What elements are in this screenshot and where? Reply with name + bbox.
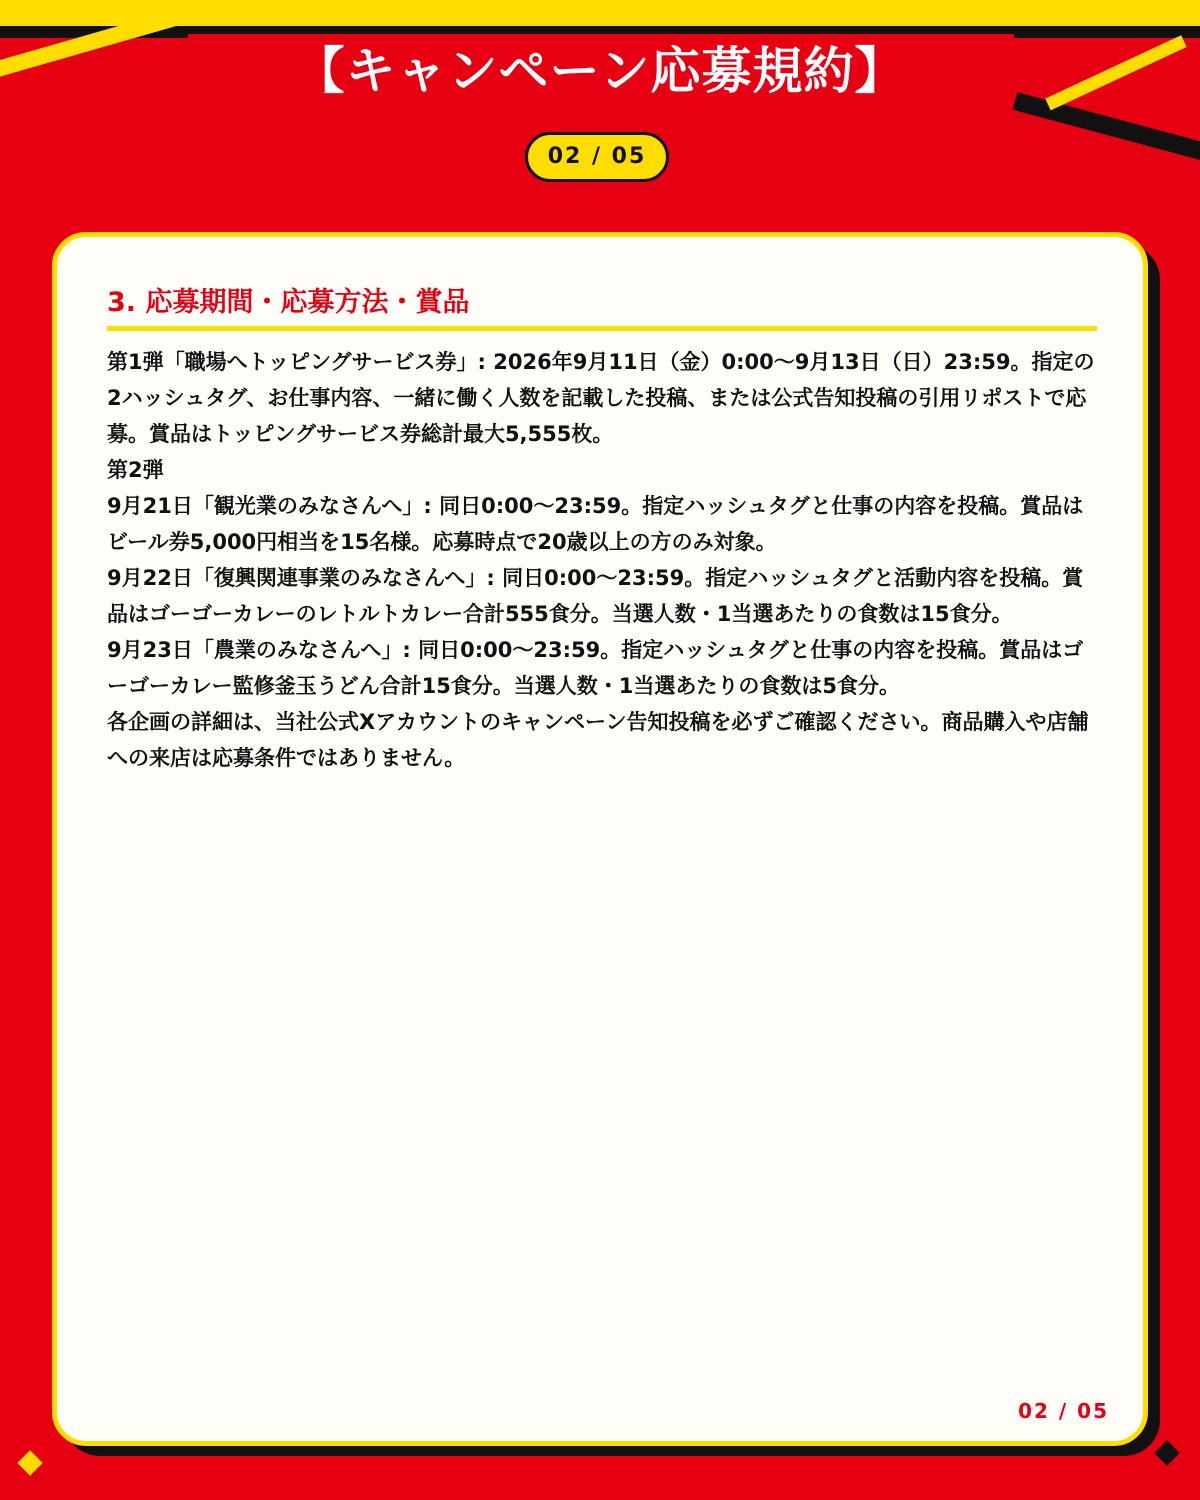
page-counter-badge: 02 / 05 <box>525 132 669 182</box>
terms-paragraph: 第1弾「職場へトッピングサービス券」: 2026年9月11日（金）0:00〜9月13日（日）23:59。指定の2ハッシュタグ、お仕事内容、一緒に働く人数を記載した投稿、または公式告知投稿の引用リポストで応募。賞品はトッピングサービス券総計最大5,555枚。 <box>107 350 1095 446</box>
heading-underline <box>107 326 1097 331</box>
terms-body <box>107 344 1101 776</box>
terms-paragraph: 9月22日「復興関連事業のみなさんへ」: 同日0:00〜23:59。指定ハッシュタグと活動内容を投稿。賞品はゴーゴーカレーのレトルトカレー合計555食分。当選人数・1当選あたりの食数は15食分。 <box>107 566 1084 626</box>
terms-paragraph: 第2弾 <box>107 458 164 482</box>
terms-paragraph: 9月23日「農業のみなさんへ」: 同日0:00〜23:59。指定ハッシュタグと仕事の内容を投稿。賞品はゴーゴーカレー監修釜玉うどん合計15食分。当選人数・1当選あたりの食数は5食分。 <box>107 638 1084 698</box>
page-title: 【キャンペーン応募規約】 <box>294 42 906 100</box>
black-diamond-icon <box>1154 1440 1179 1465</box>
content-card <box>52 232 1148 1446</box>
terms-paragraph: 9月21日「観光業のみなさんへ」: 同日0:00〜23:59。指定ハッシュタグと仕事の内容を投稿。賞品はビール券5,000円相当を15名様。応募時点で20歳以上の方のみ対象。 <box>107 494 1084 554</box>
section-heading: 3. 応募期間・応募方法・賞品 <box>107 287 470 318</box>
terms-paragraph: 各企画の詳細は、当社公式Xアカウントのキャンペーン告知投稿を必ずご確認ください。商品購入や店舗への来店は応募条件ではありません。 <box>107 710 1089 770</box>
card-page-number: 02 / 05 <box>1018 1399 1109 1423</box>
yellow-diamond-icon <box>17 1450 42 1475</box>
